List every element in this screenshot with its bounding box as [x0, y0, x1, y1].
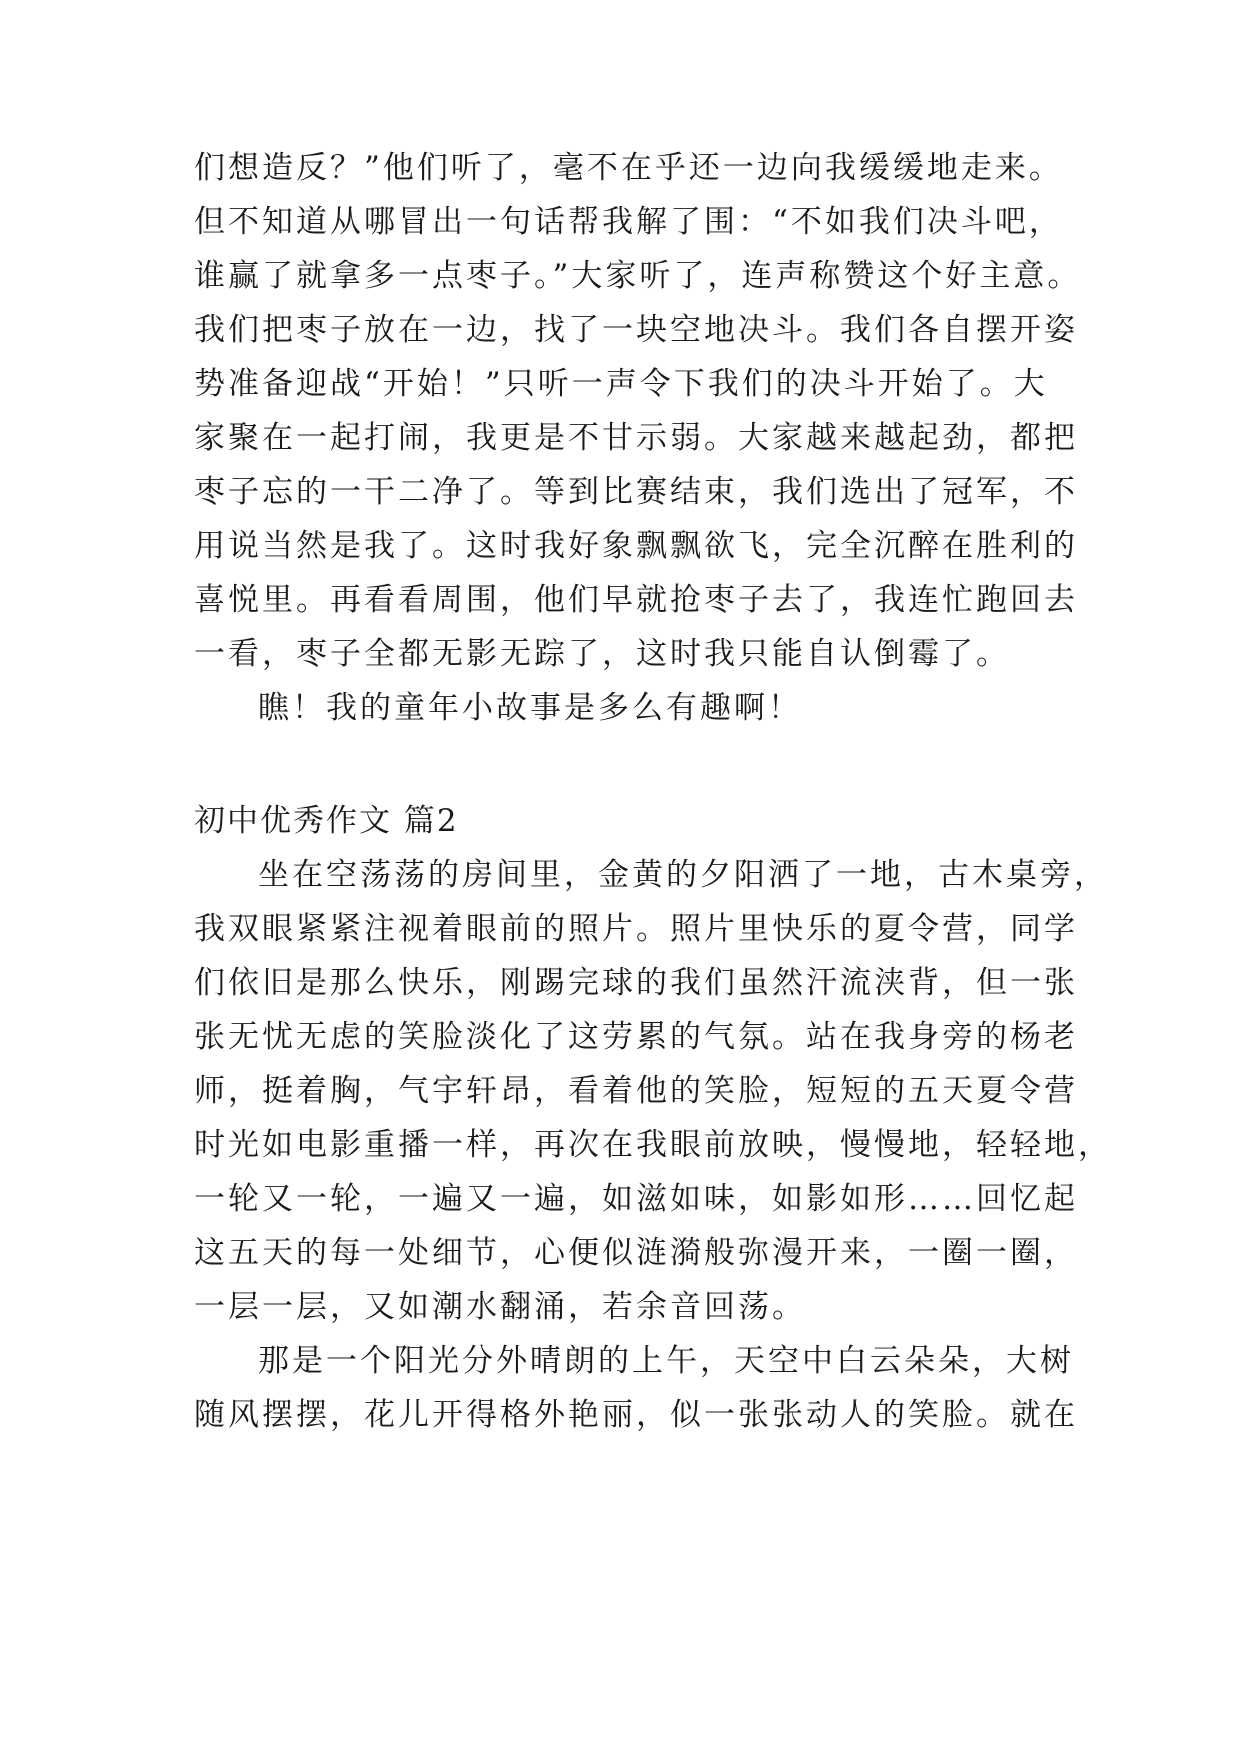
text-line: 我双眼紧紧注视着眼前的照片。照片里快乐的夏令营，同学: [194, 911, 1078, 947]
text-line: 坐在空荡荡的房间里，金黄的夕阳洒了一地，古木桌旁，: [258, 857, 1108, 893]
text-line: 谁赢了就拿多一点枣子。”大家听了，连声称赞这个好主意。: [194, 258, 1082, 294]
text-line: 一看，枣子全都无影无踪了，这时我只能自认倒霉了。: [194, 636, 1010, 672]
text-line: 们依旧是那么快乐，刚踢完球的我们虽然汗流浃背，但一张: [194, 965, 1078, 1001]
text-line: 们想造反？”他们听了，毫不在乎还一边向我缓缓地走来。: [194, 150, 1063, 186]
text-line: 喜悦里。再看看周围，他们早就抢枣子去了，我连忙跑回去: [194, 582, 1078, 618]
text-line: 势准备迎战“开始！”只听一声令下我们的决斗开始了。大: [194, 366, 1048, 402]
text-line: 一轮又一轮，一遍又一遍，如滋如味，如影如形……回忆起: [194, 1181, 1078, 1217]
text-line: 那是一个阳光分外晴朗的上午，天空中白云朵朵，大树: [258, 1343, 1074, 1379]
text-line: 这五天的每一处细节，心便似涟漪般弥漫开来，一圈一圈，: [194, 1235, 1078, 1271]
text-line: 用说当然是我了。这时我好象飘飘欲飞，完全沉醉在胜利的: [194, 528, 1078, 564]
text-line: 枣子忘的一干二净了。等到比赛结束，我们选出了冠军，不: [194, 474, 1078, 510]
text-line: 一层一层，又如潮水翻涌，若余音回荡。: [194, 1289, 806, 1325]
section-heading: 初中优秀作文 篇2: [194, 803, 459, 839]
text-line: 张无忧无虑的笑脸淡化了这劳累的气氛。站在我身旁的杨老: [194, 1019, 1078, 1055]
text-line: 我们把枣子放在一边，找了一块空地决斗。我们各自摆开姿: [194, 312, 1078, 348]
text-line: 但不知道从哪冒出一句话帮我解了围：“不如我们决斗吧，: [194, 204, 1063, 240]
closing-line: 瞧！我的童年小故事是多么有趣啊！: [258, 690, 802, 726]
text-line: 时光如电影重播一样，再次在我眼前放映，慢慢地，轻轻地，: [194, 1127, 1112, 1163]
text-line: 家聚在一起打闹，我更是不甘示弱。大家越来越起劲，都把: [194, 420, 1078, 456]
text-line: 随风摆摆，花儿开得格外艳丽，似一张张动人的笑脸。就在: [194, 1397, 1078, 1433]
text-line: 师，挺着胸，气宇轩昂，看着他的笑脸，短短的五天夏令营: [194, 1073, 1078, 1109]
